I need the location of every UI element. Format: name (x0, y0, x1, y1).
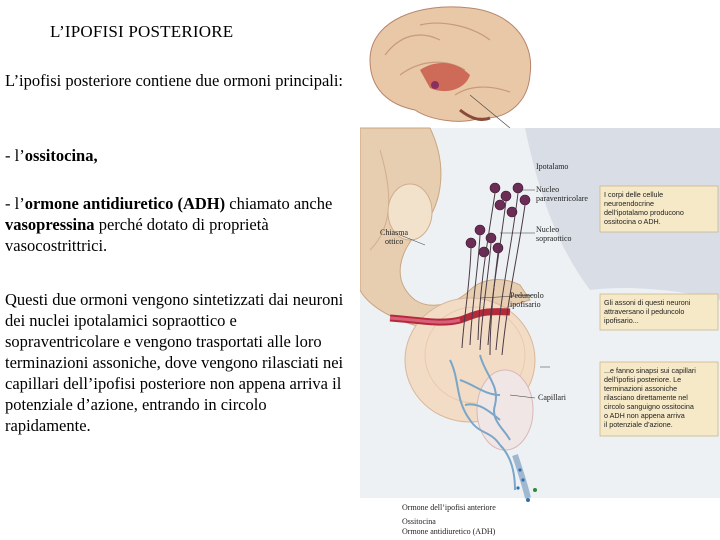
label-capillari: Capillari (538, 393, 566, 402)
caption-line: ipofisario... (604, 316, 639, 325)
label-chiasma-1: Chiasma (380, 228, 408, 237)
page-title: L’IPOFISI POSTERIORE (50, 22, 234, 41)
caption-line: rilasciano direttamente nel (604, 393, 688, 402)
hormone-item-oxytocin (5, 145, 355, 166)
label-peduncolo-1: Peduncolo (510, 291, 544, 300)
item-prefix: - l’ (5, 194, 25, 213)
item-text: chiamato anche (225, 194, 333, 213)
label-nucleo-pv-1: Nucleo (536, 185, 560, 194)
label-ormone-adh: Ormone antidiuretico (ADH) (402, 527, 496, 536)
hormone-item-adh (5, 193, 355, 256)
caption-line: dell’ipofisi posteriore. Le (604, 375, 682, 384)
caption-line: attraversano il peduncolo (604, 307, 685, 316)
label-nucleo-pv-2: paraventricolare (536, 194, 588, 203)
caption-line: I corpi delle cellule (604, 190, 664, 199)
caption-line: neuroendocrine (604, 199, 654, 208)
label-peduncolo-2: ipofisario (510, 300, 541, 309)
brain-thumbnail (370, 7, 531, 128)
label-ossitocina: Ossitocina (402, 517, 436, 526)
item-bold: ormone antidiuretico (ADH) (24, 194, 226, 213)
label-nucleo-so-2: sopraottico (536, 234, 572, 243)
item-bold: ossitocina, (24, 146, 98, 165)
item-bold-2: vasopressina (5, 215, 95, 234)
caption-line: dell’ipotalamo producono (604, 208, 684, 217)
caption-line: terminazioni assoniche (604, 384, 678, 393)
caption-box-3 (600, 362, 718, 436)
description-paragraph: Questi due ormoni vengono sintetizzati dai neuroni dei nuclei ipotalamici sopraottico e sopraventricolare e vengono trasportati alle loro terminazioni assoniche, dove vengono rilasciati nei capillari dell’ipofisi posteriore non appena arriva il potenziale d’azione, entrando in circolo rapidamente. (5, 290, 344, 435)
intro-text: L’ipofisi posteriore contiene due ormoni principali: (5, 71, 344, 90)
caption-line: ossitocina o ADH. (604, 217, 661, 226)
label-chiasma-2: ottico (385, 237, 404, 246)
item-prefix: - l’ (5, 146, 25, 165)
label-nucleo-so-1: Nucleo (536, 225, 560, 234)
caption-line: o ADH non appena arriva (604, 411, 685, 420)
pituitary-figure (360, 0, 720, 540)
caption-line: circolo sanguigno ossitocina (604, 402, 694, 411)
item-text-2: perché dotato di proprietà vasocostrittrici. (5, 215, 269, 255)
caption-box-2 (600, 294, 718, 330)
label-ipotalamo: Ipotalamo (536, 162, 569, 171)
label-ormone-anteriore: Ormone dell’ipofisi anteriore (402, 503, 496, 512)
caption-box-1 (600, 186, 718, 232)
caption-line: Gli assoni di questi neuroni (604, 298, 691, 307)
caption-line: il potenziale d’azione. (604, 420, 673, 429)
caption-line: ...e fanno sinapsi sui capillari (604, 366, 696, 375)
